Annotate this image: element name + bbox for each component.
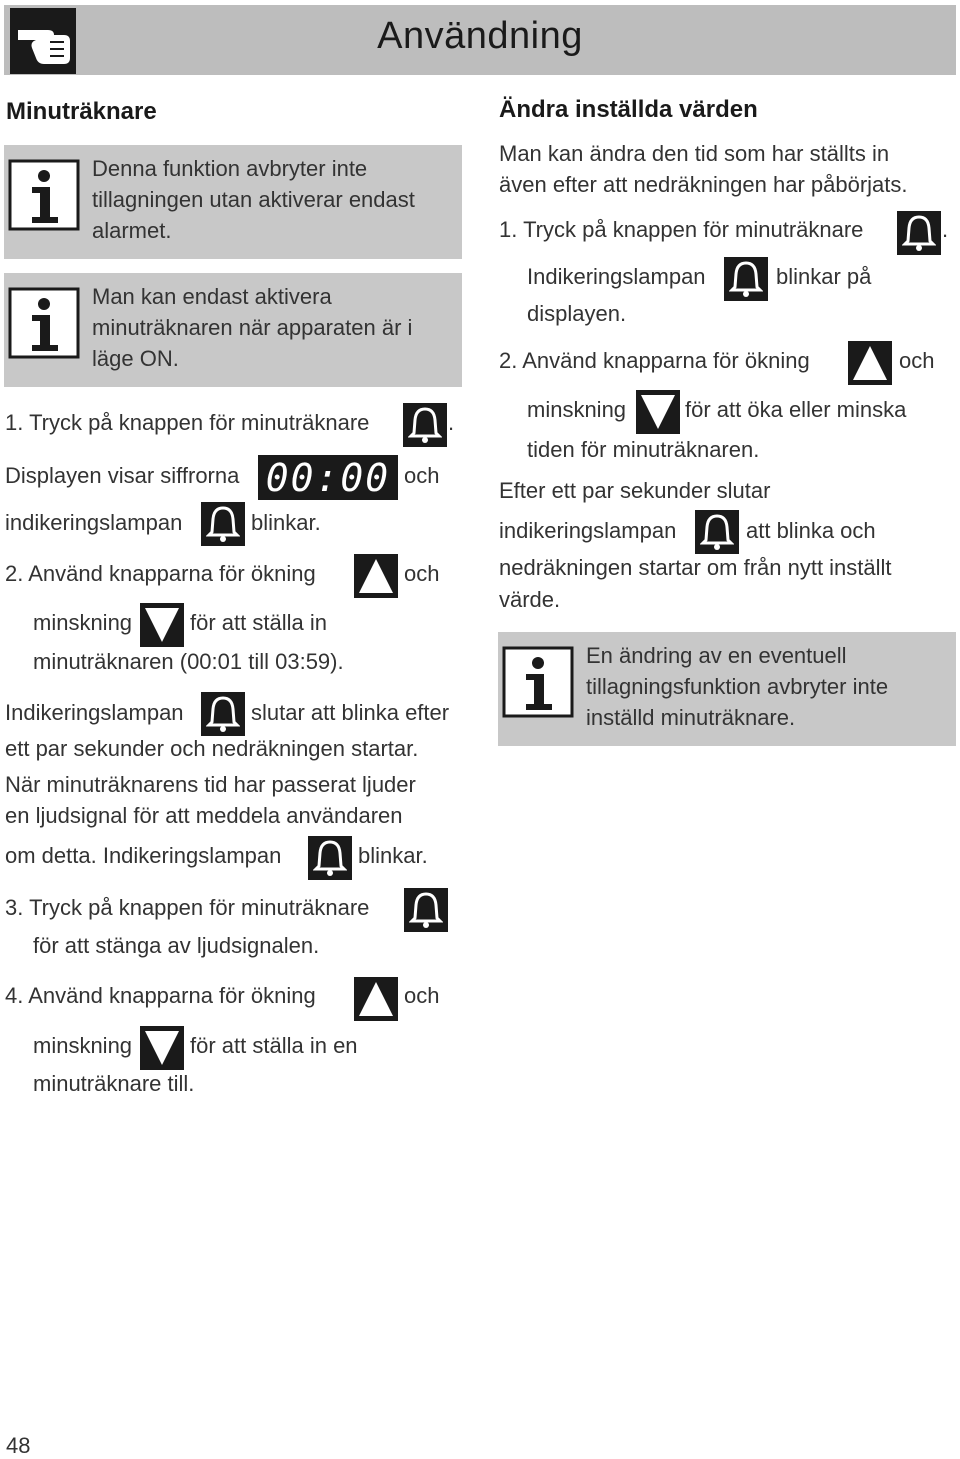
minskning-end: för att ställa in en [190, 1033, 358, 1058]
para-text: även efter att nedräkningen har påbörjats. [499, 172, 908, 197]
bell-icon [308, 836, 352, 880]
step-1-end: . [942, 217, 949, 242]
page-title: Användning [377, 15, 583, 57]
step-2-end: och [899, 348, 935, 373]
display-digits-text: 00:00 [265, 455, 391, 500]
para-text: När minuträknarens tid har passerat ljuder [5, 772, 416, 797]
info-line: Man kan endast aktivera [92, 284, 332, 309]
step-4-end: och [404, 983, 440, 1008]
indicator-text-end: blinkar på [776, 264, 872, 289]
step-1-text: 1. Tryck på knappen för minuträknare [499, 217, 864, 242]
para-text: värde. [499, 587, 561, 612]
display-digits [258, 455, 398, 500]
section-title-andra: Ändra inställda värden [499, 96, 758, 123]
para-text-end: slutar att blinka efter [251, 700, 450, 725]
down-arrow-icon [140, 603, 184, 647]
bell-icon [403, 403, 447, 447]
step-1-text: 1. Tryck på knappen för minuträknare [5, 410, 370, 435]
minskning-end: för att ställa in [190, 610, 327, 635]
display-text-end: och [404, 463, 440, 488]
info-box-2 [4, 273, 462, 387]
down-arrow-icon [636, 390, 680, 434]
indicator-text: Indikeringslampan [527, 264, 706, 289]
section-title-minutraknare: Minuträknare [6, 98, 157, 125]
para-text: en ljudsignal för att meddela användaren [5, 803, 403, 828]
down-arrow-icon [140, 1026, 184, 1070]
step-4-text: 4. Använd knapparna för ökning [5, 983, 316, 1008]
para-text-end: blinkar. [358, 843, 428, 868]
info-line: inställd minuträknare. [586, 705, 796, 730]
para-text-end: att blinka och [746, 518, 876, 543]
minskning-text: minskning [33, 1033, 133, 1058]
info-box-3 [498, 632, 956, 746]
info-line: läge ON. [92, 346, 179, 371]
info-line: alarmet. [92, 218, 172, 243]
bell-icon [724, 257, 768, 301]
minskning-text: minskning [527, 397, 627, 422]
info-line: Denna funktion avbryter inte [92, 156, 368, 181]
step-2-text: 2. Använd knapparna för ökning [499, 348, 810, 373]
indicator-text-end: blinkar. [251, 510, 321, 535]
info-line: tillagningen utan aktiverar endast [92, 187, 415, 212]
up-arrow-icon [848, 341, 892, 385]
up-arrow-icon [354, 554, 398, 598]
minskning-end: för att öka eller minska [685, 397, 907, 422]
indicator-text: indikeringslampan [5, 510, 183, 535]
step-4-text-cont: minuträknare till. [33, 1071, 195, 1096]
info-box-1 [4, 145, 462, 259]
bell-icon [201, 502, 245, 546]
step-2-text-cont: tiden för minuträknaren. [527, 437, 760, 462]
step-2-end: och [404, 561, 440, 586]
page-header [4, 5, 956, 75]
info-line: minuträknaren när apparaten är i [92, 315, 413, 340]
info-icon [502, 646, 574, 718]
para-text: ett par sekunder och nedräkningen startar. [5, 736, 419, 761]
info-icon [8, 159, 80, 231]
info-line: tillagningsfunktion avbryter inte [586, 674, 889, 699]
step-1-end: . [448, 410, 455, 435]
bell-icon [201, 692, 245, 736]
display-text: Displayen visar siffrorna [5, 463, 240, 488]
bell-icon [897, 211, 941, 255]
para-text: om detta. Indikeringslampan [5, 843, 282, 868]
bell-icon [695, 510, 739, 554]
info-icon [8, 287, 80, 359]
para-text: Man kan ändra den tid som har ställts in [499, 141, 890, 166]
minskning-text: minskning [33, 610, 133, 635]
bell-icon [404, 888, 448, 932]
para-text: Efter ett par sekunder slutar [499, 478, 771, 503]
page-number: 48 [6, 1433, 31, 1458]
para-text: nedräkningen startar om från nytt inställt [499, 555, 892, 580]
para-text: indikeringslampan [499, 518, 677, 543]
step-3-text: 3. Tryck på knappen för minuträknare [5, 895, 370, 920]
range-text: minuträknaren (00:01 till 03:59). [33, 649, 344, 674]
indicator-text-cont: displayen. [527, 301, 627, 326]
step-2-text: 2. Använd knapparna för ökning [5, 561, 316, 586]
info-line: En ändring av en eventuell [586, 643, 847, 668]
up-arrow-icon [354, 977, 398, 1021]
para-text: Indikeringslampan [5, 700, 184, 725]
step-3-text-cont: för att stänga av ljudsignalen. [33, 933, 320, 958]
